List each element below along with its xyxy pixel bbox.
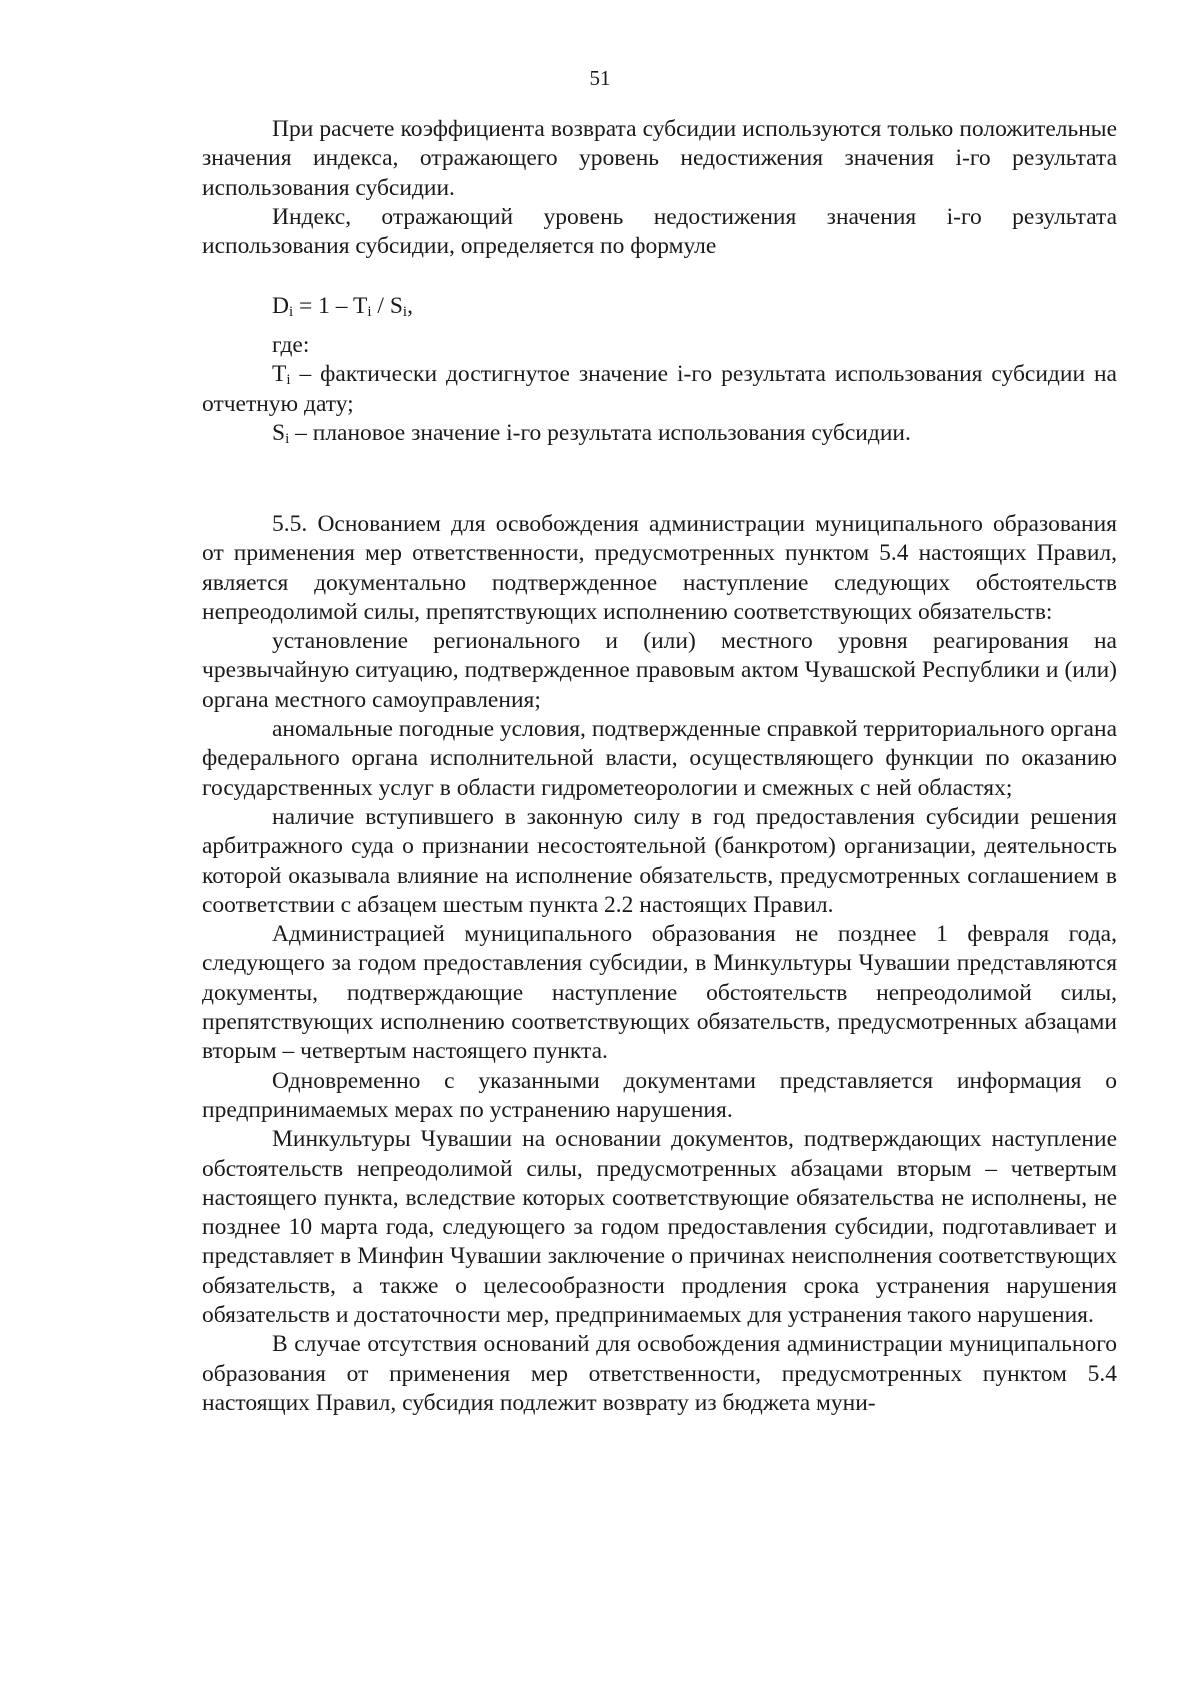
definitions-block	[202, 331, 1117, 448]
formula-t-subscript: i	[367, 304, 372, 320]
definition-s-text: – плановое значение i-го результата использования субсидии.	[289, 419, 911, 446]
paragraph: Индекс, отражающий уровень недостижения значения i-го результата использования субсидии, определяется по формуле	[202, 203, 1117, 260]
where-label: где:	[272, 332, 310, 358]
intro-block	[202, 115, 1117, 261]
formula-d-subscript: i	[288, 304, 294, 320]
paragraph: При расчете коэффициента возврата субсидии используются только положительные значения индекса, отражающего уровень недостижения значения i-го результата использования субсидии.	[202, 116, 1117, 201]
paragraph: В случае отсутствия оснований для освобождения администрации муниципального образования от применения мер ответственности, предусмотренных пунктом 5.4 настоящих Правил, субсидия подлежит возврату из бюджета муни-	[202, 1331, 1117, 1416]
page-number: 51	[589, 66, 611, 90]
definition-s-symbol: S	[272, 419, 286, 446]
paragraph: установление регионального и (или) местного уровня реагирования на чрезвычайную ситуацию, подтвержденное правовым актом Чувашской Республики и (или) органа местного самоуправления;	[202, 628, 1117, 713]
definition-t-subscript: i	[286, 372, 291, 389]
formula-equals: = 1 –	[293, 293, 353, 319]
paragraph: наличие вступившего в законную силу в год предоставления субсидии решения арбитражного суда о признании несостоятельной (банкротом) организации, деятельность которой оказывала влияние на исполнение обязательств, предусмотренных соглашением в соответствии с абзацем шестым пункта 2.2 настоящих Правил.	[202, 803, 1117, 918]
definition-t-text: – фактически достигнутое значение i-го результата использования субсидии на отчетную дату;	[202, 361, 1117, 417]
formula-d: D	[272, 293, 289, 319]
formula-tail: ,	[407, 293, 413, 319]
definition-t	[202, 360, 1117, 419]
formula-s: S	[389, 293, 403, 319]
section-5-5-block	[202, 510, 1117, 1418]
definition-s	[202, 419, 1117, 448]
formula-divide: /	[371, 293, 390, 319]
formula-t: T	[353, 293, 368, 319]
paragraph: аномальные погодные условия, подтвержденные справкой территориального органа федерального органа исполнительной власти, осуществляющего функции по оказанию государственных услуг в области гидрометеорологии и смежных с ней областях;	[202, 716, 1117, 801]
formula	[272, 292, 413, 321]
paragraph: Минкультуры Чувашии на основании документов, подтверждающих наступление обстоятельств непреодолимой силы, предусмотренных абзацами вторым – четвертым настоящего пункта, вследствие которых соответствующие обязательства не исполнены, не позднее 10 марта года, следующего за годом предоставления субсидии, подготавливает и представляет в Минфин Чувашии заключение о причинах неисполнения соответствующих обязательств, а также о целесообразности продления срока устранения нарушения обязательств и достаточности мер, предпринимаемых для устранения такого нарушения.	[202, 1126, 1117, 1329]
formula-s-subscript: i	[402, 304, 408, 320]
paragraph: 5.5. Основанием для освобождения администрации муниципального образования от применения мер ответственности, предусмотренных пунктом 5.4 настоящих Правил, является документально подтвержденное наступление следующих обстоятельств непреодолимой силы, препятствующих исполнению соответствующих обязательств:	[202, 511, 1117, 625]
definition-t-symbol: T	[272, 361, 287, 388]
definition-s-subscript: i	[285, 430, 290, 447]
paragraph: Одновременно с указанными документами представляется информация о предпринимаемых мерах по устранению нарушения.	[202, 1067, 1117, 1123]
paragraph: Администрацией муниципального образования не позднее 1 февраля года, следующего за годом предоставления субсидии, в Минкультуры Чувашии представляются документы, подтверждающие наступление обстоятельств непреодолимой силы, препятствующих исполнению соответствующих обязательств, предусмотренных абзацами вторым – четвертым настоящего пункта.	[202, 921, 1117, 1065]
